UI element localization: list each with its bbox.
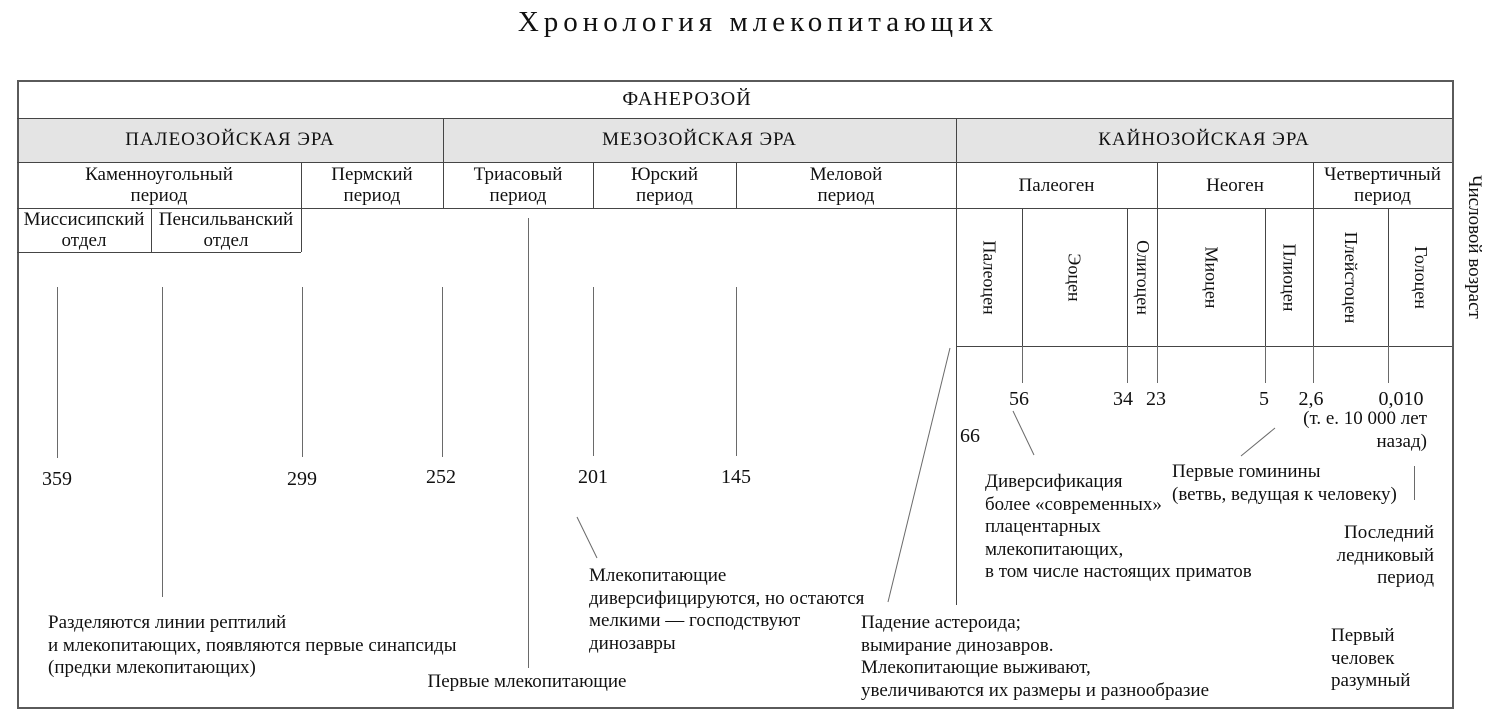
epoch-cell-pleistocene xyxy=(1313,208,1388,346)
annotation-asteroid: Падение астероида; вымирание динозавров. Млекопитающие выживают, увеличиваются их размеры и разнообразие xyxy=(861,612,1210,701)
epoch-cell-pliocene xyxy=(1265,208,1313,346)
age-label-252: 252 xyxy=(426,466,456,488)
subdivision-label: Пенсильванский отдел xyxy=(158,209,294,251)
age-label-299: 299 xyxy=(287,468,317,490)
era-cell-mesozoic xyxy=(443,118,956,162)
period-cell-carboniferous xyxy=(17,162,301,208)
epoch-label: Палеоцен xyxy=(979,239,1000,315)
age-tick-2-6 xyxy=(1313,346,1314,383)
epoch-label: Голоцен xyxy=(1410,245,1431,309)
age-label-2-6: 2,6 xyxy=(1298,388,1324,410)
grid-line xyxy=(1313,162,1314,346)
period-label: Палеоген xyxy=(1018,174,1095,196)
epoch-cell-oligocene xyxy=(1127,208,1157,346)
subdivision-cell-mississippian xyxy=(17,208,151,252)
leader-line-first-mammals xyxy=(528,218,529,668)
period-label: Юрский период xyxy=(630,164,699,206)
annotation-first-mammals: Первые млекопитающие xyxy=(427,671,627,692)
age-tick-56 xyxy=(1022,346,1023,383)
epoch-label: Олигоцен xyxy=(1132,239,1153,315)
era-label: ПАЛЕОЗОЙСКАЯ ЭРА xyxy=(125,129,335,150)
epoch-cell-holocene xyxy=(1388,208,1452,346)
grid-line xyxy=(443,118,444,208)
age-label-23: 23 xyxy=(1146,388,1166,410)
age-label-66: 66 xyxy=(960,425,980,447)
period-cell-cretaceous xyxy=(736,162,956,208)
grid-line xyxy=(17,208,1452,209)
epoch-cell-eocene xyxy=(1022,208,1127,346)
period-cell-triassic xyxy=(443,162,593,208)
period-cell-permian xyxy=(301,162,443,208)
annotation-mesozoic-mammals: Млекопитающие диверсифицируются, но остаются мелкими — господствуют динозавры xyxy=(589,565,865,654)
epoch-cell-miocene xyxy=(1157,208,1265,346)
age-tick-201 xyxy=(593,287,594,456)
age-note-10000-years: (т. е. 10 000 лет назад) xyxy=(1303,408,1427,452)
age-tick-359 xyxy=(57,287,58,458)
age-tick-0-010 xyxy=(1388,346,1389,383)
grid-line xyxy=(17,252,301,253)
grid-line xyxy=(956,346,1452,347)
period-cell-neogene xyxy=(1157,162,1313,208)
grid-line xyxy=(1388,208,1389,346)
annotation-synapsids: Разделяются линии рептилий и млекопитающих, появляются первые синапсиды (предки млекопитающих) xyxy=(48,612,457,678)
age-tick-34 xyxy=(1127,346,1128,383)
grid-line xyxy=(736,162,737,208)
period-label: Четвертичный период xyxy=(1324,164,1441,206)
epoch-label: Плейстоцен xyxy=(1341,231,1362,323)
subdivision-label: Миссисипский отдел xyxy=(23,209,145,251)
epoch-label: Миоцен xyxy=(1201,246,1222,308)
period-cell-paleogene xyxy=(956,162,1157,208)
epoch-label: Эоцен xyxy=(1064,252,1085,302)
epoch-cell-paleocene xyxy=(956,208,1022,346)
age-tick-299 xyxy=(302,287,303,457)
grid-line xyxy=(1127,208,1128,346)
period-label: Неоген xyxy=(1206,174,1264,196)
page-title: Хронология млекопитающих xyxy=(517,6,999,38)
eon-label: ФАНЕРОЗОЙ xyxy=(622,87,752,110)
age-tick-252 xyxy=(442,287,443,457)
age-label-359: 359 xyxy=(42,468,72,490)
period-cell-quaternary xyxy=(1313,162,1452,208)
era-boundary-line-66ma xyxy=(956,118,957,605)
age-label-145: 145 xyxy=(721,466,751,488)
grid-line xyxy=(593,162,594,208)
annotation-first-hominins: Первые гоминины (ветвь, ведущая к человеку) xyxy=(1172,461,1397,505)
grid-line xyxy=(301,162,302,252)
age-label-34: 34 xyxy=(1113,388,1133,410)
age-tick-145 xyxy=(736,287,737,456)
era-label: МЕЗОЗОЙСКАЯ ЭРА xyxy=(602,129,797,150)
age-label-0-010: 0,010 xyxy=(1378,388,1424,410)
period-label: Триасовый период xyxy=(473,164,563,206)
age-tick-23 xyxy=(1157,346,1158,383)
age-label-5: 5 xyxy=(1259,388,1269,410)
numeric-age-axis-label xyxy=(1454,142,1494,352)
grid-line xyxy=(1265,208,1266,346)
eon-cell-phanerozoic xyxy=(17,80,1357,118)
axis-label-text: Числовой возраст xyxy=(1464,175,1485,319)
period-cell-jurassic xyxy=(593,162,736,208)
annotation-last-glacial: Последний ледниковый период xyxy=(1336,522,1434,588)
leader-line-synapsids xyxy=(162,287,163,597)
annotation-first-homo-sapiens: Первый человек разумный xyxy=(1331,625,1411,691)
grid-line xyxy=(1022,208,1023,346)
annotation-placental-diversification: Диверсификация более «современных» плацентарных млекопитающих, в том числе настоящих приматов xyxy=(985,471,1252,582)
leader-line-last-glacial xyxy=(1414,466,1415,500)
age-label-56: 56 xyxy=(1009,388,1029,410)
age-label-201: 201 xyxy=(578,466,608,488)
period-label: Пермский период xyxy=(331,164,413,206)
era-cell-paleozoic xyxy=(17,118,443,162)
period-label: Меловой период xyxy=(809,164,883,206)
age-tick-5 xyxy=(1265,346,1266,383)
grid-line xyxy=(1157,162,1158,346)
epoch-label: Плиоцен xyxy=(1279,243,1300,311)
period-label: Каменноугольный период xyxy=(85,164,233,206)
grid-line xyxy=(17,162,1452,163)
grid-line xyxy=(17,118,1452,119)
subdivision-cell-pennsylvanian xyxy=(151,208,301,252)
era-label: КАЙНОЗОЙСКАЯ ЭРА xyxy=(1098,129,1310,150)
grid-line xyxy=(151,208,152,252)
era-cell-cenozoic xyxy=(956,118,1452,162)
